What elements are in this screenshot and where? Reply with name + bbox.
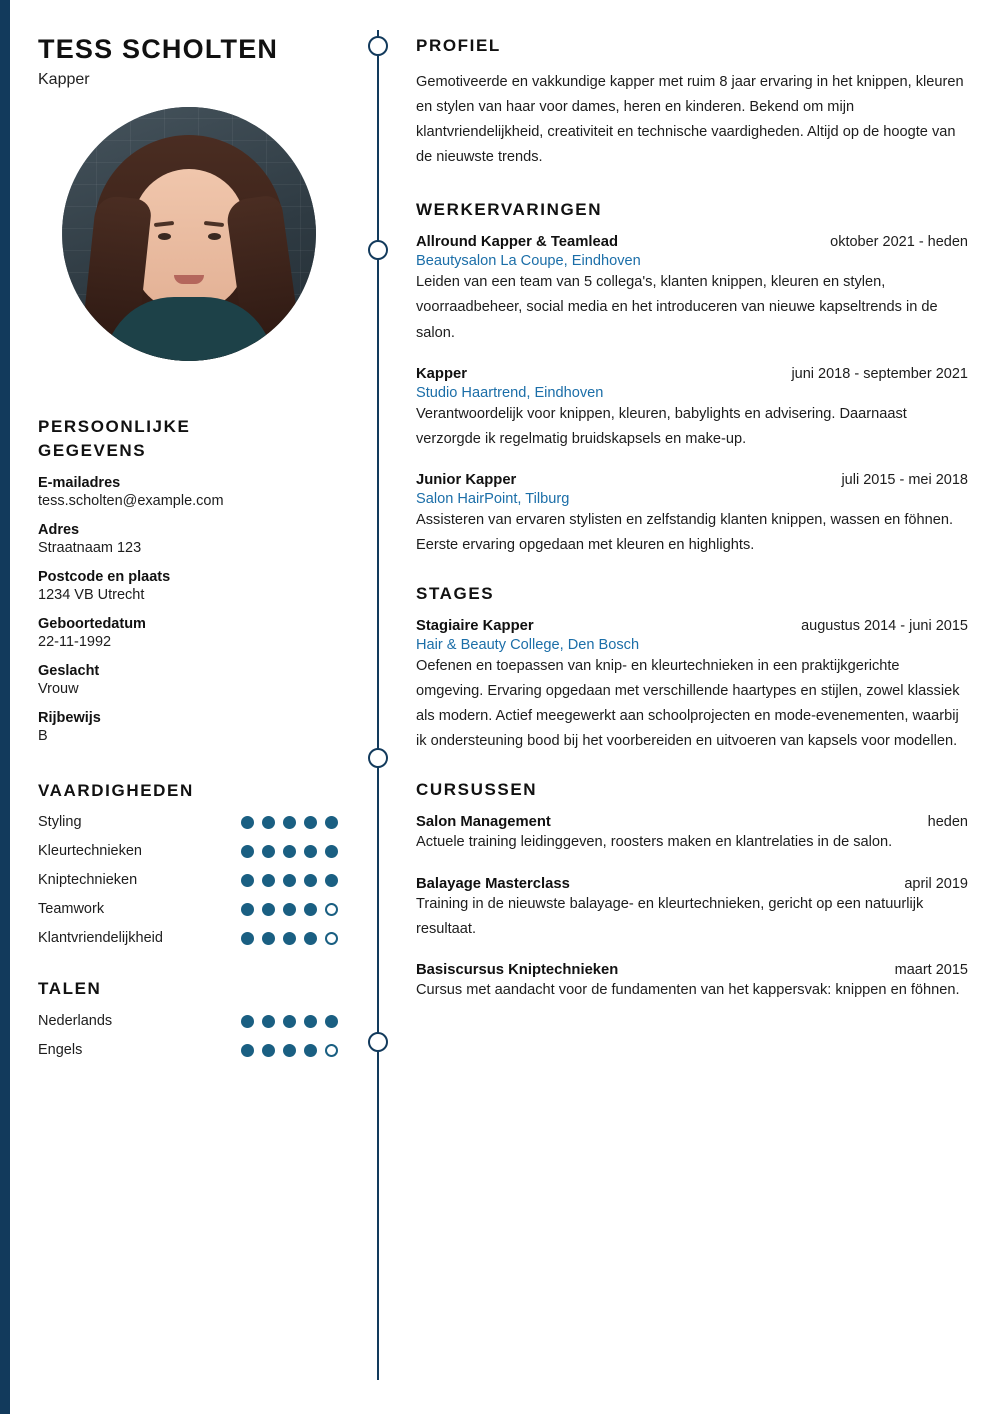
entry-title: Kapper — [416, 365, 467, 382]
experience-entries — [416, 234, 968, 558]
left-accent-bar — [0, 0, 10, 1414]
rating-dot — [325, 932, 338, 945]
section-profiel — [416, 36, 968, 170]
rating-row — [38, 814, 338, 830]
rating-dot — [304, 874, 317, 887]
rating-row — [38, 872, 338, 888]
rating-dot — [304, 1044, 317, 1057]
job-role: Kapper — [38, 71, 90, 89]
entry-header — [416, 234, 968, 250]
entry-description: Oefenen en toepassen van knip- en kleurtechnieken in een praktijkgerichte omgeving. Ervaring opgedaan met verschillende haartypes en stijlen, zowel klassiek als modern. Actief meegewerkt aan schoolprojecten en mode-evenementen, waarbij ik ondersteuning bood bij het voorbereiden en uitvoeren van kapsels voor modellen. — [416, 658, 960, 750]
internship-entries — [416, 618, 968, 754]
rating-label: Klantvriendelijkheid — [38, 930, 163, 947]
field-value: B — [38, 727, 48, 744]
rating-dot — [304, 932, 317, 945]
personal-fields — [38, 475, 348, 744]
rating-dot — [304, 816, 317, 829]
rating-dot — [241, 845, 254, 858]
entry-description: Verantwoordelijk voor knippen, kleuren, babylights en advisering. Daarnaast verzorgde ik regelmatig bruidskapsels en make-up. — [416, 405, 907, 447]
resume-entry — [416, 962, 968, 1003]
section-title-skills: VAARDIGHEDEN — [38, 780, 194, 800]
rating-dot — [241, 932, 254, 945]
rating-label: Engels — [38, 1042, 83, 1059]
entry-header — [416, 366, 968, 382]
sidebar — [38, 34, 348, 1071]
field-value: 22-11-1992 — [38, 633, 112, 650]
field-label: Geboortedatum — [38, 615, 146, 632]
photo-eye-right — [208, 233, 221, 240]
rating-dot — [283, 932, 296, 945]
rating-dot — [304, 903, 317, 916]
resume-entry — [416, 234, 968, 345]
rating-label: Teamwork — [38, 901, 105, 918]
rating-dot — [325, 845, 338, 858]
section-stages — [416, 584, 968, 754]
rating-row — [38, 843, 338, 859]
entry-description: Cursus met aandacht voor de fundamenten van het kappersvak: knippen en föhnen. — [416, 981, 960, 998]
rating-dot — [241, 816, 254, 829]
personal-field — [38, 569, 348, 603]
entry-organisation[interactable]: Beautysalon La Coupe, Eindhoven — [416, 253, 641, 270]
entry-organisation[interactable]: Salon HairPoint, Tilburg — [416, 490, 570, 507]
entry-title: Stagiaire Kapper — [416, 618, 534, 635]
languages-list — [38, 1013, 348, 1058]
personal-field — [38, 710, 348, 744]
rating-dots — [241, 1015, 338, 1028]
timeline-dot-werkervaringen — [368, 240, 388, 260]
entry-date: maart 2015 — [894, 961, 968, 978]
resume-entry — [416, 876, 968, 942]
rating-label: Kleurtechnieken — [38, 843, 142, 860]
entry-description: Leiden van een team van 5 collega's, klanten knippen, kleuren en stylen, voorraadbeheer, social media en het introduceren van nieuwe kapseltrends in de salon. — [416, 274, 938, 341]
skills-list — [38, 814, 348, 946]
entry-title: Balayage Masterclass — [416, 875, 570, 892]
rating-dot — [325, 816, 338, 829]
entry-date: augustus 2014 - juni 2015 — [801, 618, 968, 635]
course-entries — [416, 814, 968, 1002]
resume-entry — [416, 814, 968, 855]
rating-row — [38, 901, 338, 917]
rating-row — [38, 1042, 338, 1058]
entry-date: april 2019 — [904, 875, 968, 892]
rating-dot — [241, 874, 254, 887]
rating-dot — [325, 903, 338, 916]
rating-dots — [241, 874, 338, 887]
field-label: E-mailadres — [38, 474, 121, 491]
rating-label: Kniptechnieken — [38, 872, 138, 889]
rating-dot — [241, 1044, 254, 1057]
rating-dot — [283, 874, 296, 887]
photo-eye-left — [158, 233, 171, 240]
entry-description: Training in de nieuwste balayage- en kleurtechnieken, gericht op een natuurlijk resultaat. — [416, 895, 924, 937]
rating-dots — [241, 932, 338, 945]
entry-title: Allround Kapper & Teamlead — [416, 234, 618, 251]
rating-label: Styling — [38, 814, 82, 831]
entry-date: juli 2015 - mei 2018 — [841, 471, 968, 488]
section-title-personal: PERSOONLIJKE GEGEVENS — [38, 417, 191, 460]
field-value: Straatnaam 123 — [38, 539, 142, 556]
rating-dot — [241, 1015, 254, 1028]
rating-dot — [325, 1015, 338, 1028]
section-title-stages: STAGES — [416, 584, 495, 604]
rating-dots — [241, 903, 338, 916]
rating-row — [38, 930, 338, 946]
rating-dot — [262, 816, 275, 829]
rating-dots — [241, 1044, 338, 1057]
timeline-dot-profiel — [368, 36, 388, 56]
field-label: Postcode en plaats — [38, 568, 171, 585]
section-werkervaringen — [416, 200, 968, 558]
rating-dot — [325, 874, 338, 887]
timeline-dot-cursussen — [368, 1032, 388, 1052]
entry-date: juni 2018 - september 2021 — [791, 365, 968, 382]
personal-field — [38, 616, 348, 650]
rating-dot — [283, 845, 296, 858]
rating-row — [38, 1013, 338, 1029]
resume-entry — [416, 618, 968, 754]
resume-entry — [416, 472, 968, 558]
entry-header — [416, 876, 968, 892]
avatar — [62, 107, 316, 361]
timeline-dot-stages — [368, 748, 388, 768]
personal-field — [38, 522, 348, 556]
section-title-cursussen: CURSUSSEN — [416, 780, 538, 800]
field-value: Vrouw — [38, 680, 79, 697]
rating-dot — [262, 1015, 275, 1028]
entry-header — [416, 618, 968, 634]
section-title-profiel: PROFIEL — [416, 36, 501, 55]
field-label: Adres — [38, 521, 80, 538]
entry-header — [416, 814, 968, 830]
entry-title: Junior Kapper — [416, 471, 517, 488]
rating-dot — [304, 1015, 317, 1028]
section-title-werkervaringen: WERKERVARINGEN — [416, 200, 603, 220]
rating-dots — [241, 816, 338, 829]
photo-face — [133, 169, 245, 311]
rating-dot — [241, 903, 254, 916]
rating-dot — [283, 816, 296, 829]
section-title-languages: TALEN — [38, 979, 102, 999]
entry-header — [416, 962, 968, 978]
rating-dot — [283, 903, 296, 916]
profile-text: Gemotiveerde en vakkundige kapper met ruim 8 jaar ervaring in het knippen, kleuren en stylen van haar voor dames, heren en kinderen. Bekend om mijn klantvriendelijkheid, creativiteit en technische vaardigheden. Altijd op de hoogte van de nieuwste trends. — [416, 74, 964, 166]
entry-title: Salon Management — [416, 814, 551, 831]
page-title: TESS SCHOLTEN — [38, 34, 279, 64]
rating-dot — [304, 845, 317, 858]
rating-dots — [241, 845, 338, 858]
entry-date: heden — [927, 814, 968, 831]
entry-description: Actuele training leidinggeven, roosters maken en klantrelaties in de salon. — [416, 834, 893, 851]
entry-title: Basiscursus Kniptechnieken — [416, 961, 619, 978]
rating-dot — [262, 932, 275, 945]
entry-organisation[interactable]: Hair & Beauty College, Den Bosch — [416, 637, 640, 654]
resume-entry — [416, 366, 968, 452]
entry-header — [416, 472, 968, 488]
personal-field — [38, 663, 348, 697]
rating-dot — [262, 1044, 275, 1057]
field-label: Rijbewijs — [38, 709, 101, 726]
field-value: tess.scholten@example.com — [38, 492, 224, 509]
rating-dot — [325, 1044, 338, 1057]
entry-organisation[interactable]: Studio Haartrend, Eindhoven — [416, 384, 604, 401]
field-label: Geslacht — [38, 662, 100, 679]
rating-dot — [283, 1015, 296, 1028]
timeline-line — [377, 30, 379, 1380]
entry-description: Assisteren van ervaren stylisten en zelfstandig klanten knippen, wassen en föhnen. Eerste ervaring opgedaan met kleuren en highlights. — [416, 511, 954, 553]
personal-field — [38, 475, 348, 509]
rating-dot — [283, 1044, 296, 1057]
rating-dot — [262, 903, 275, 916]
field-value: 1234 VB Utrecht — [38, 586, 145, 603]
photo-mouth — [174, 275, 204, 284]
rating-label: Nederlands — [38, 1013, 113, 1030]
rating-dot — [262, 874, 275, 887]
section-cursussen — [416, 780, 968, 1002]
entry-date: oktober 2021 - heden — [830, 234, 968, 251]
rating-dot — [262, 845, 275, 858]
main-content — [416, 36, 968, 1029]
